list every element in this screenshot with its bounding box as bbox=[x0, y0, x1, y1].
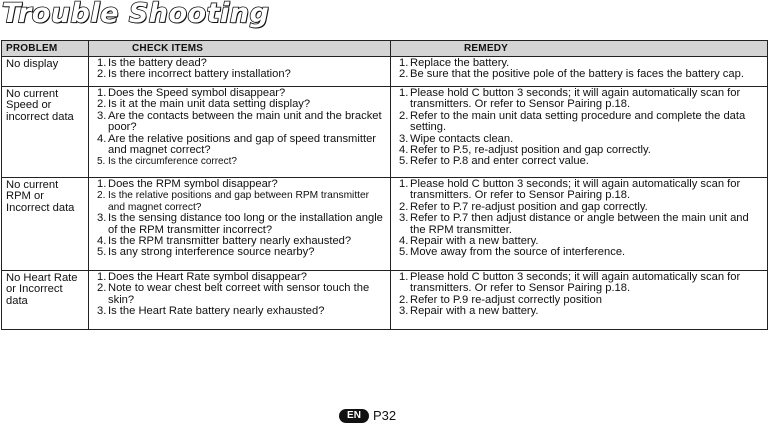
table-row bbox=[2, 57, 768, 87]
list-item: 1. Is the battery dead? bbox=[97, 57, 207, 69]
list-item: 2. Refer to P.9 re-adjust correctly position bbox=[399, 293, 602, 306]
header-problem: PROBLEM bbox=[2, 41, 89, 57]
table-row bbox=[2, 271, 768, 330]
list-item: 4. Repair with a new battery. bbox=[399, 235, 539, 248]
page-number: P32 bbox=[373, 408, 397, 423]
list-item: 4. Refer to P.5, re-adjust position and gap correctly. bbox=[399, 144, 651, 157]
table-header-row bbox=[2, 41, 768, 57]
list-item: 5. Is the circumference correct? bbox=[97, 156, 237, 168]
list-item: 5. Move away from the source of interference. bbox=[399, 246, 626, 259]
list-item: 5. Refer to P.8 and enter correct value. bbox=[399, 155, 589, 168]
list-item: 3. Refer to P.7 then adjust distance or angle between the main unit and the RPM transmitter. bbox=[399, 212, 749, 236]
list-item: 2. Refer to the main unit data setting procedure and complete the data setting. bbox=[399, 109, 746, 134]
list-item: 3. Repair with a new battery. bbox=[399, 305, 539, 318]
check-items-cell bbox=[89, 178, 391, 271]
problem-cell: No Heart Rate or Incorrect data bbox=[2, 271, 89, 330]
page-title: Trouble Shooting bbox=[2, 0, 270, 29]
list-item: 1. Please hold C button 3 seconds; it will again automatically scan for transmitters. Or refer to Sensor Pairing p.18. bbox=[399, 271, 741, 295]
remedy-cell bbox=[391, 57, 768, 87]
page-footer bbox=[339, 408, 396, 423]
list-item: 2. Is there incorrect battery installation? bbox=[97, 68, 291, 81]
check-items-cell bbox=[89, 57, 391, 87]
list-item: 1. Does the Speed symbol disappear? bbox=[97, 87, 286, 99]
troubleshooting-table bbox=[1, 40, 768, 330]
list-item: 2. Is the relative positions and gap between RPM transmitter and magnet correct? bbox=[97, 190, 370, 213]
problem-cell: No display bbox=[2, 57, 89, 87]
list-item: 3. Are the contacts between the main unit and the bracket poor? bbox=[97, 109, 382, 134]
problem-cell: No current RPM or Incorrect data bbox=[2, 178, 89, 271]
list-item: 2. Be sure that the positive pole of the battery is faces the battery cap. bbox=[399, 68, 744, 81]
check-items-cell bbox=[89, 271, 391, 330]
check-items-cell bbox=[89, 87, 391, 178]
list-item: 2. Note to wear chest belt correet with sensor touch the skin? bbox=[97, 282, 370, 306]
table-row bbox=[2, 87, 768, 178]
list-item: 3. Is the Heart Rate battery nearly exhausted? bbox=[97, 305, 325, 318]
remedy-cell bbox=[391, 271, 768, 330]
problem-cell: No current Speed or incorrect data bbox=[2, 87, 89, 178]
list-item: 5. Is any strong interference source nearby? bbox=[97, 246, 315, 259]
list-item: 3. Is the sensing distance too long or the installation angle of the RPM transmitter incorrect? bbox=[97, 212, 383, 236]
list-item: 4. Are the relative positions and gap of speed transmitter and magnet correct? bbox=[97, 132, 377, 157]
list-item: 2. Refer to P.7 re-adjust position and gap correctly. bbox=[399, 200, 648, 213]
list-item: 4. Is the RPM transmitter battery nearly exhausted? bbox=[97, 235, 352, 248]
list-item: 1. Please hold C button 3 seconds; it will again automatically scan for transmitters. Or refer to Sensor Pairing p.18. bbox=[399, 87, 741, 111]
table-row bbox=[2, 178, 768, 271]
list-item: 1. Does the RPM symbol disappear? bbox=[97, 178, 278, 190]
list-item: 1. Replace the battery. bbox=[399, 57, 510, 69]
list-item: 3. Wipe contacts clean. bbox=[399, 132, 514, 145]
list-item: 2. Is it at the main unit data setting display? bbox=[97, 98, 311, 111]
list-item: 1. Does the Heart Rate symbol disappear? bbox=[97, 271, 307, 283]
language-badge: EN bbox=[339, 409, 369, 423]
remedy-cell bbox=[391, 87, 768, 178]
header-remedy: REMEDY bbox=[391, 41, 768, 57]
list-item: 1. Please hold C button 3 seconds; it will again automatically scan for transmitters. Or refer to Sensor Pairing p.18. bbox=[399, 178, 741, 202]
remedy-cell bbox=[391, 178, 768, 271]
header-check-items: CHECK ITEMS bbox=[89, 41, 391, 57]
